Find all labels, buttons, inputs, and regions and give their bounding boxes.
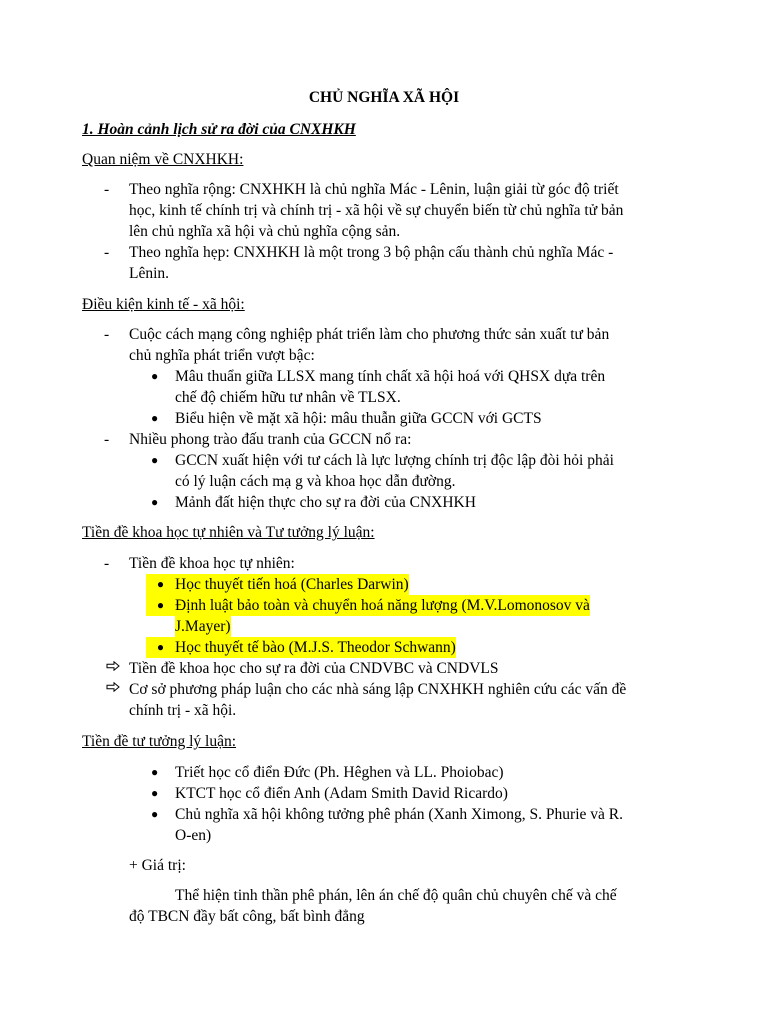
list-item-line: lên chủ nghĩa xã hội và chủ nghĩa cộng sản. (129, 223, 401, 240)
list-item-line: Tiền đề khoa học tự nhiên: (129, 555, 295, 572)
paragraph-line: Thể hiện tinh thần phê phán, lên án chế độ quân chủ chuyên chế và chế (175, 887, 617, 904)
dash-marker: - (104, 431, 110, 448)
arrow-item-line: Cơ sở phương pháp luận cho các nhà sáng lập CNXHKH nghiên cứu các vấn đề (129, 681, 627, 698)
subheading-tien-de-khoa-hoc: Tiền đề khoa học tự nhiên và Tư tưởng lý luận: (82, 524, 375, 541)
list-item-line: Theo nghĩa rộng: CNXHKH là chủ nghĩa Mác - Lênin, luận giải từ góc độ triết (129, 181, 619, 198)
list-item-line: Nhiều phong trào đấu tranh của GCCN nổ ra: (129, 431, 412, 448)
subheading-quan-niem: Quan niệm về CNXHKH: (82, 151, 244, 168)
highlighted-item-line: Học thuyết tiến hoá (Charles Darwin) (175, 576, 409, 593)
dash-marker: - (104, 181, 110, 198)
list-item-line: Theo nghĩa hẹp: CNXHKH là một trong 3 bộ phận cấu thành chủ nghĩa Mác - (129, 244, 614, 261)
sub-item-line: có lý luận cách mạ g và khoa học dẫn đường. (175, 473, 456, 490)
sub-item-line: Triết học cổ điển Đức (Ph. Hêghen và LL. Phoiobac) (175, 764, 504, 781)
sub-item-line: KTCT học cổ điển Anh (Adam Smith David Ricardo) (175, 785, 508, 802)
list-item-line: Cuộc cách mạng công nghiệp phát triển làm cho phương thức sản xuất tư bản (129, 326, 610, 343)
bullet-icon: ● (151, 369, 159, 383)
dash-marker: - (104, 326, 110, 343)
list-item-line: học, kinh tế chính trị và chính trị - xã hội về sự chuyển biến từ chủ nghĩa tử bản (129, 202, 624, 219)
bullet-icon: ● (151, 765, 159, 779)
subheading-dieu-kien: Điều kiện kinh tế - xã hội: (82, 296, 245, 313)
sub-item-line: chế độ chiếm hữu tư nhân về TLSX. (175, 389, 401, 406)
sub-item-line: Mảnh đất hiện thực cho sự ra đời của CNXHKH (175, 494, 476, 511)
list-item-line: Lênin. (129, 265, 170, 282)
dash-marker: - (104, 555, 110, 572)
highlighted-item-line: J.Mayer) (175, 618, 231, 635)
bullet-icon: ● (151, 453, 159, 467)
subheading-tien-de-tu-tuong: Tiền đề tư tưởng lý luận: (82, 733, 237, 750)
arrow-right-icon (106, 682, 120, 692)
dash-marker: - (104, 244, 110, 261)
paragraph-line: độ TBCN đầy bất công, bất bình đẳng (129, 908, 365, 925)
list-item-line: chủ nghĩa phát triển vượt bậc: (129, 347, 315, 364)
sub-item-line: O-en) (175, 827, 212, 844)
section-heading: 1. Hoàn cảnh lịch sử ra đời của CNXHKH (82, 121, 356, 138)
bullet-icon: ● (146, 595, 175, 616)
gia-tri-label: + Giá trị: (129, 857, 186, 874)
bullet-icon: ● (146, 574, 175, 595)
sub-item-line: Chủ nghĩa xã hội không tưởng phê phán (Xanh Ximong, S. Phurie và R. (175, 806, 623, 823)
bullet-icon: ● (151, 786, 159, 800)
highlighted-item-line: Định luật bảo toàn và chuyển hoá năng lượng (M.V.Lomonosov và (175, 597, 590, 614)
bullet-icon: ● (151, 411, 159, 425)
sub-item-line: Mâu thuẩn giữa LLSX mang tính chất xã hội hoá với QHSX dựa trên (175, 368, 606, 385)
sub-item-line: Biểu hiện về mặt xã hội: mâu thuẫn giữa GCCN với GCTS (175, 410, 542, 427)
arrow-right-icon (106, 661, 120, 671)
arrow-item-line: chính trị - xã hội. (129, 702, 237, 719)
sub-item-line: GCCN xuất hiện với tư cách là lực lượng chính trị độc lập đòi hỏi phải (175, 452, 614, 469)
bullet-icon: ● (146, 637, 175, 658)
page-title: CHỦ NGHĨA XÃ HỘI (308, 89, 460, 106)
highlighted-item-line: Học thuyết tế bào (M.J.S. Theodor Schwann) (175, 639, 456, 656)
arrow-item-line: Tiền đề khoa học cho sự ra đời của CNDVBC và CNDVLS (129, 660, 499, 677)
bullet-icon: ● (151, 495, 159, 509)
bullet-icon: ● (151, 807, 159, 821)
